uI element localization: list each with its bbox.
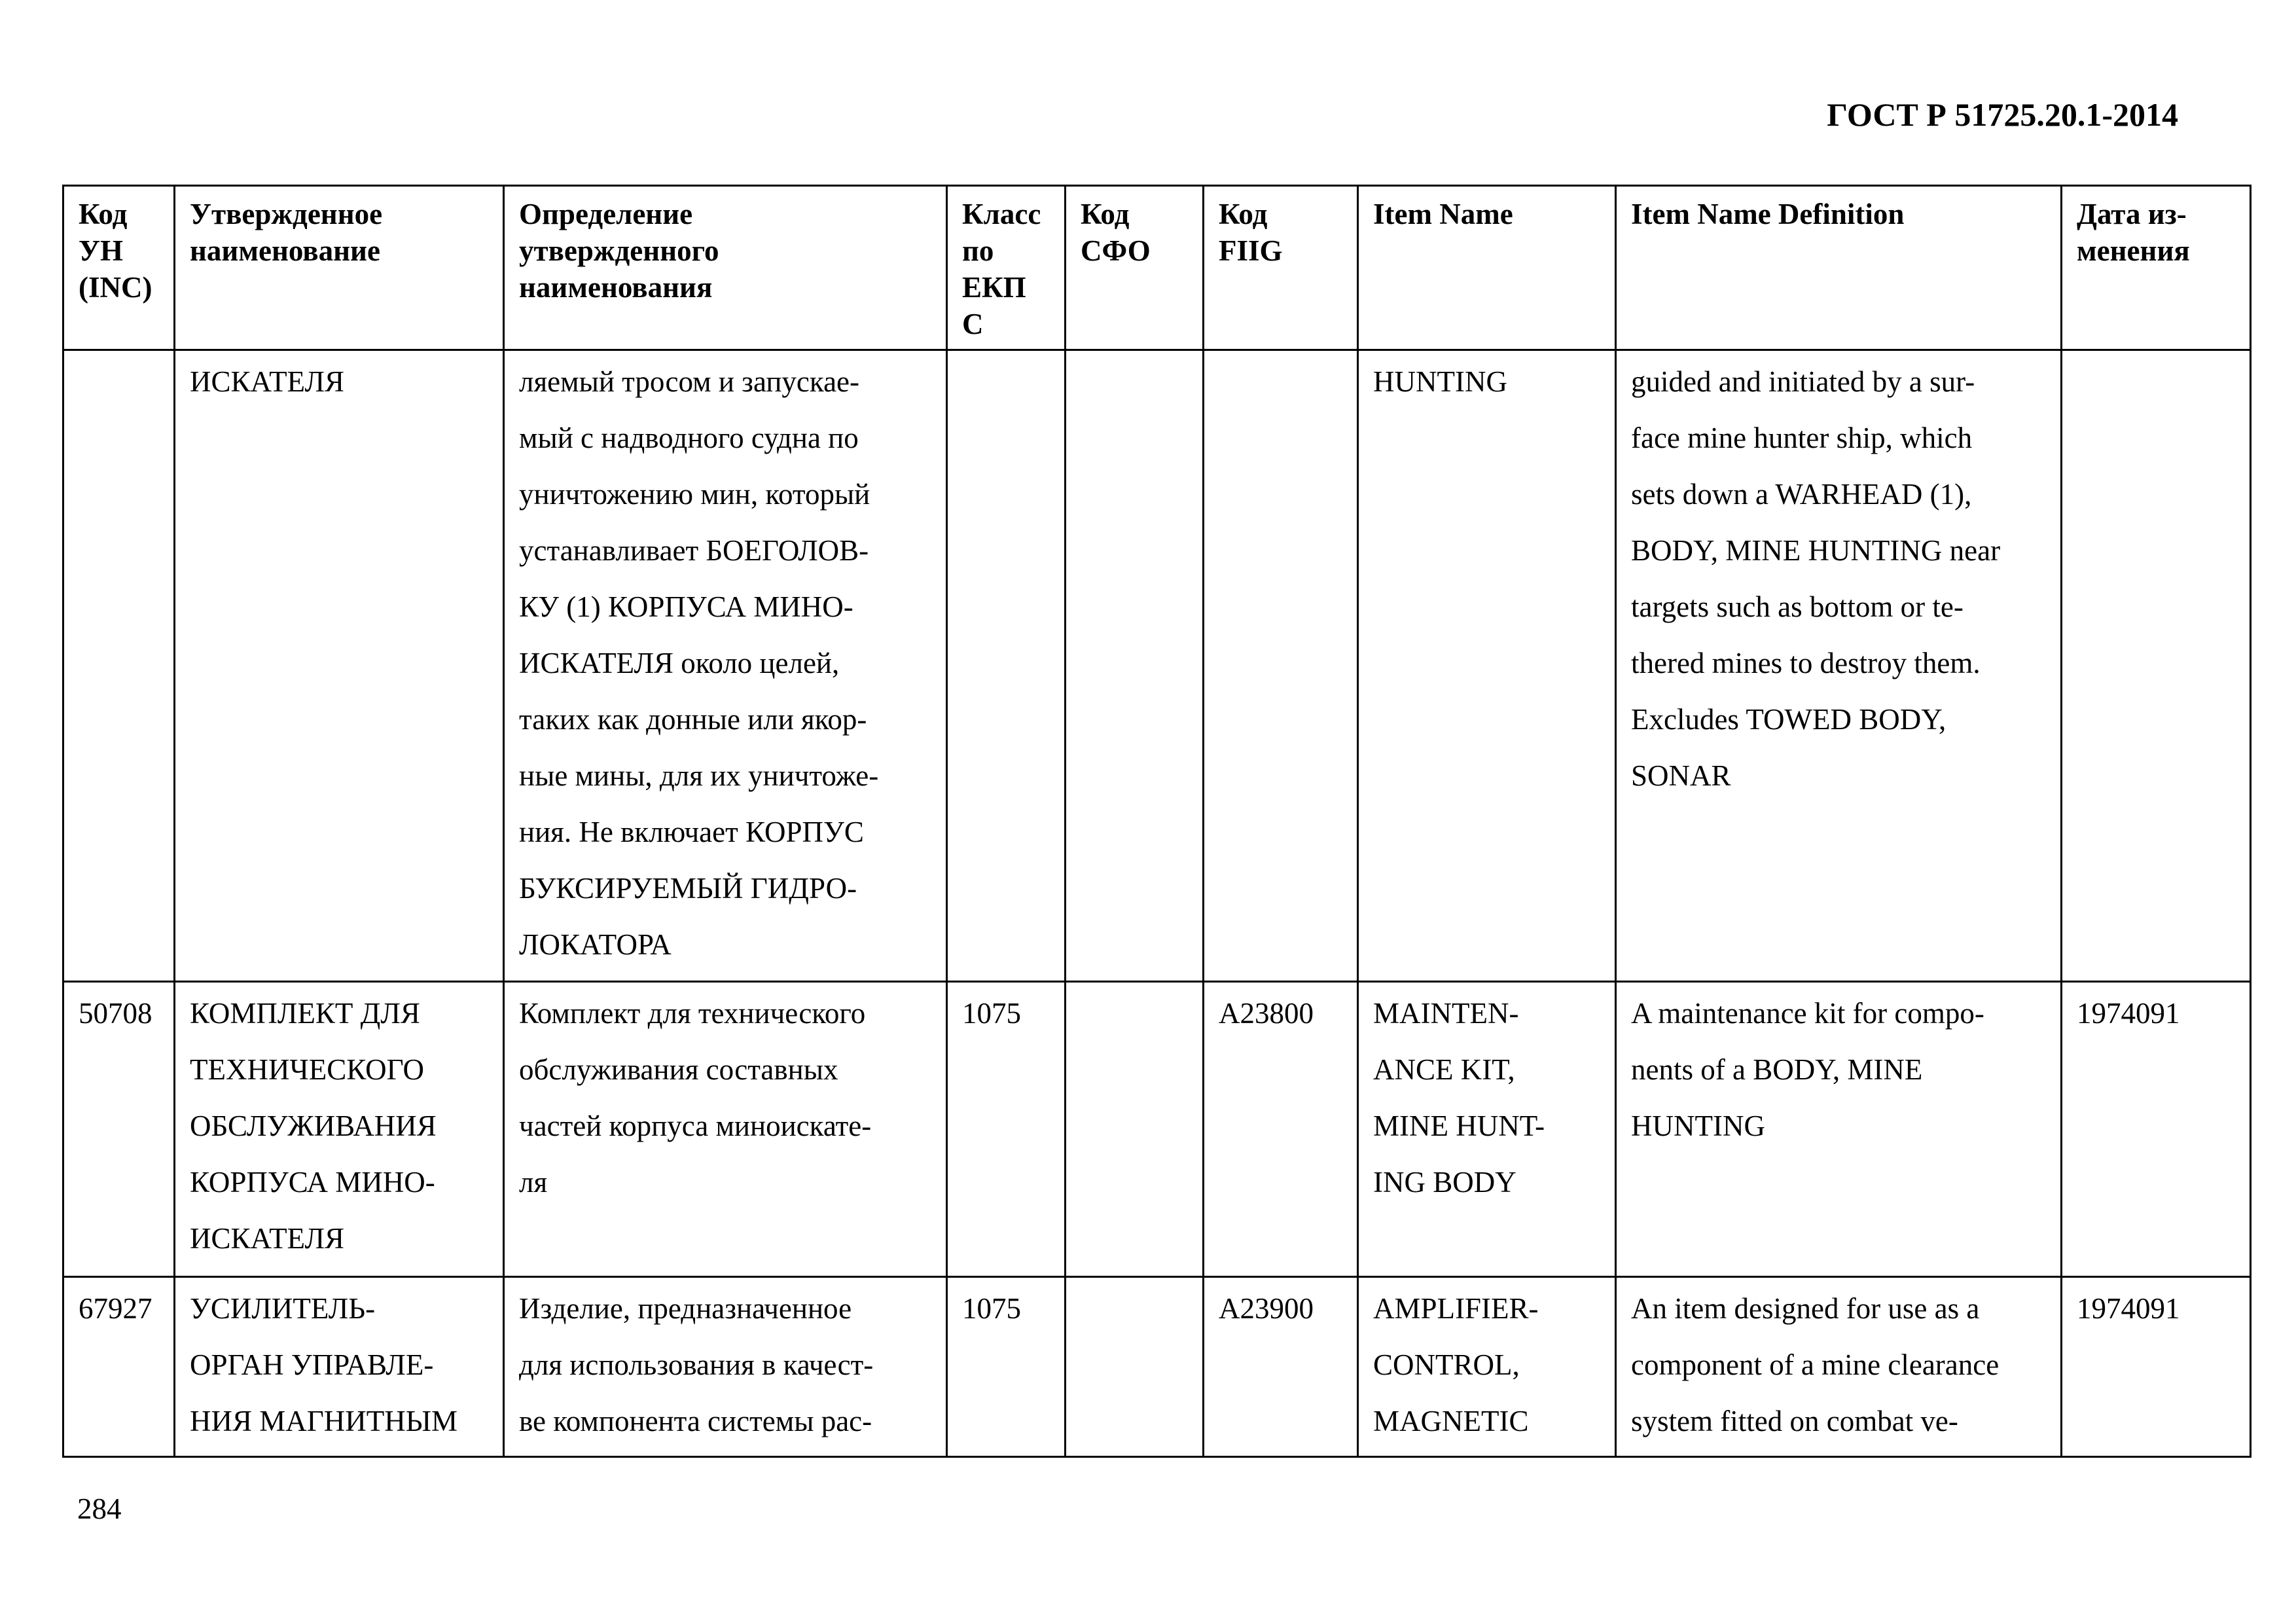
page-number: 284 <box>77 1492 122 1525</box>
sfo-cell <box>1066 350 1204 982</box>
date-cell: 1974091 <box>2062 982 2251 1277</box>
nomenclature-table <box>62 185 2251 1458</box>
definition-ru-cell: Комплект для технического обслуживания составных частей корпуса миноискате- ля <box>504 982 947 1277</box>
header-inc-code: Код УН (INC) <box>63 186 175 350</box>
name-ru-cell: КОМПЛЕКТ ДЛЯ ТЕХНИЧЕСКОГО ОБСЛУЖИВАНИЯ КОРПУСА МИНО- ИСКАТЕЛЯ <box>175 982 504 1277</box>
document-standard-number: ГОСТ Р 51725.20.1-2014 <box>1827 96 2178 133</box>
item-definition-cell: An item designed for use as a component of a mine clearance system fitted on combat ve- <box>1616 1277 2062 1457</box>
table-row <box>63 350 2251 982</box>
header-item-name-definition: Item Name Definition <box>1616 186 2062 350</box>
inc-cell <box>63 350 175 982</box>
table-row <box>63 982 2251 1277</box>
header-approved-name: Утвержденное наименование <box>175 186 504 350</box>
item-name-cell: MAINTEN- ANCE KIT, MINE HUNT- ING BODY <box>1358 982 1616 1277</box>
item-definition-cell: guided and initiated by a sur- face mine hunter ship, which sets down a WARHEAD (1), BODY, MINE HUNTING near targets such as bottom or te- thered mines to destroy them. Excludes TOWED BODY, SONAR <box>1616 350 2062 982</box>
item-name-cell: HUNTING <box>1358 350 1616 982</box>
item-name-cell: AMPLIFIER- CONTROL, MAGNETIC <box>1358 1277 1616 1457</box>
name-ru-cell: УСИЛИТЕЛЬ- ОРГАН УПРАВЛЕ- НИЯ МАГНИТНЫМ <box>175 1277 504 1457</box>
class-cell: 1075 <box>947 1277 1066 1457</box>
sfo-cell <box>1066 982 1204 1277</box>
inc-cell: 67927 <box>63 1277 175 1457</box>
header-fiig-code: Код FIIG <box>1204 186 1358 350</box>
table-row <box>63 1277 2251 1457</box>
date-cell: 1974091 <box>2062 1277 2251 1457</box>
class-cell: 1075 <box>947 982 1066 1277</box>
name-ru-cell: ИСКАТЕЛЯ <box>175 350 504 982</box>
header-name-definition: Определение утвержденного наименования <box>504 186 947 350</box>
inc-cell: 50708 <box>63 982 175 1277</box>
table-header-row <box>63 186 2251 350</box>
sfo-cell <box>1066 1277 1204 1457</box>
definition-ru-cell: Изделие, предназначенное для использования в качест- ве компонента системы рас- <box>504 1277 947 1457</box>
item-definition-cell: A maintenance kit for compo- nents of a BODY, MINE HUNTING <box>1616 982 2062 1277</box>
header-change-date: Дата из- менения <box>2062 186 2251 350</box>
class-cell <box>947 350 1066 982</box>
date-cell <box>2062 350 2251 982</box>
fiig-cell: A23800 <box>1204 982 1358 1277</box>
fiig-cell <box>1204 350 1358 982</box>
header-class: Класс по ЕКП С <box>947 186 1066 350</box>
definition-ru-cell: ляемый тросом и запускае- мый с надводного судна по уничтожению мин, который устанавливает БОЕГОЛОВ- КУ (1) КОРПУСА МИНО- ИСКАТЕЛЯ около целей, таких как донные или якор- ные мины, для их уничтоже- ния. Не включает КОРПУС БУКСИРУЕМЫЙ ГИДРО- ЛОКАТОРА <box>504 350 947 982</box>
header-sfo-code: Код СФО <box>1066 186 1204 350</box>
fiig-cell: A23900 <box>1204 1277 1358 1457</box>
header-item-name: Item Name <box>1358 186 1616 350</box>
